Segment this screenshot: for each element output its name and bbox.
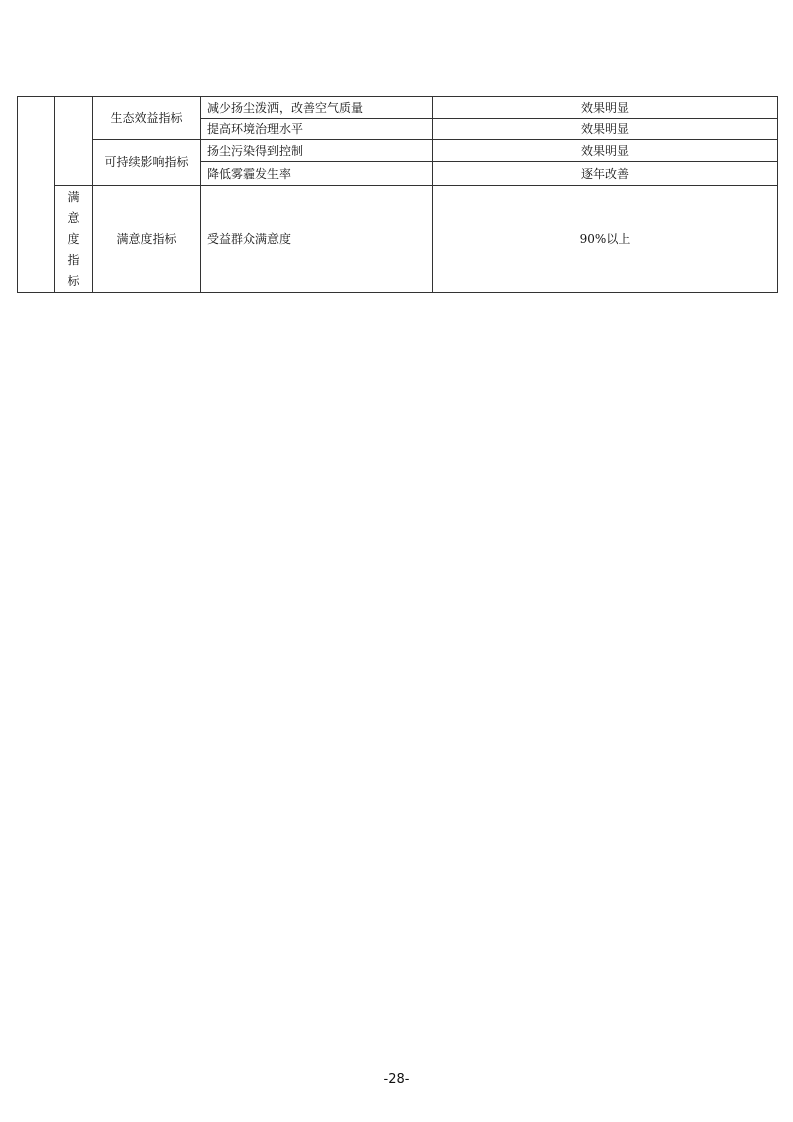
indicator-value: 效果明显 [433,119,778,140]
indicator-value: 效果明显 [433,140,778,162]
indicator-value: 90%以上 [433,186,778,293]
indicator-reduce-dust: 减少扬尘泼洒，改善空气质量 [201,97,433,119]
level2-cell-blank [55,97,93,186]
page-number: -28- [383,1072,410,1087]
indicator-dust-control: 扬尘污染得到控制 [201,140,433,162]
indicator-value: 效果明显 [433,97,778,119]
indicator-governance-level: 提高环境治理水平 [201,119,433,140]
table-row [18,97,778,119]
indicator-public-satisfaction: 受益群众满意度 [201,186,433,293]
level1-cell-blank [18,97,55,293]
table-row [18,186,778,293]
indicator-value: 逐年改善 [433,162,778,186]
indicator-smog-rate: 降低雾霾发生率 [201,162,433,186]
level2-satisfaction-label: 满意度指标 [67,189,80,288]
category-satisfaction: 满意度指标 [93,186,201,293]
performance-indicator-table [17,96,778,293]
table-row [18,140,778,162]
category-sustainable-impact [93,140,201,186]
category-sustainable-label: 可持续影响指标 [104,155,189,169]
level2-satisfaction [55,186,93,293]
category-ecological-benefit: 生态效益指标 [93,97,201,140]
